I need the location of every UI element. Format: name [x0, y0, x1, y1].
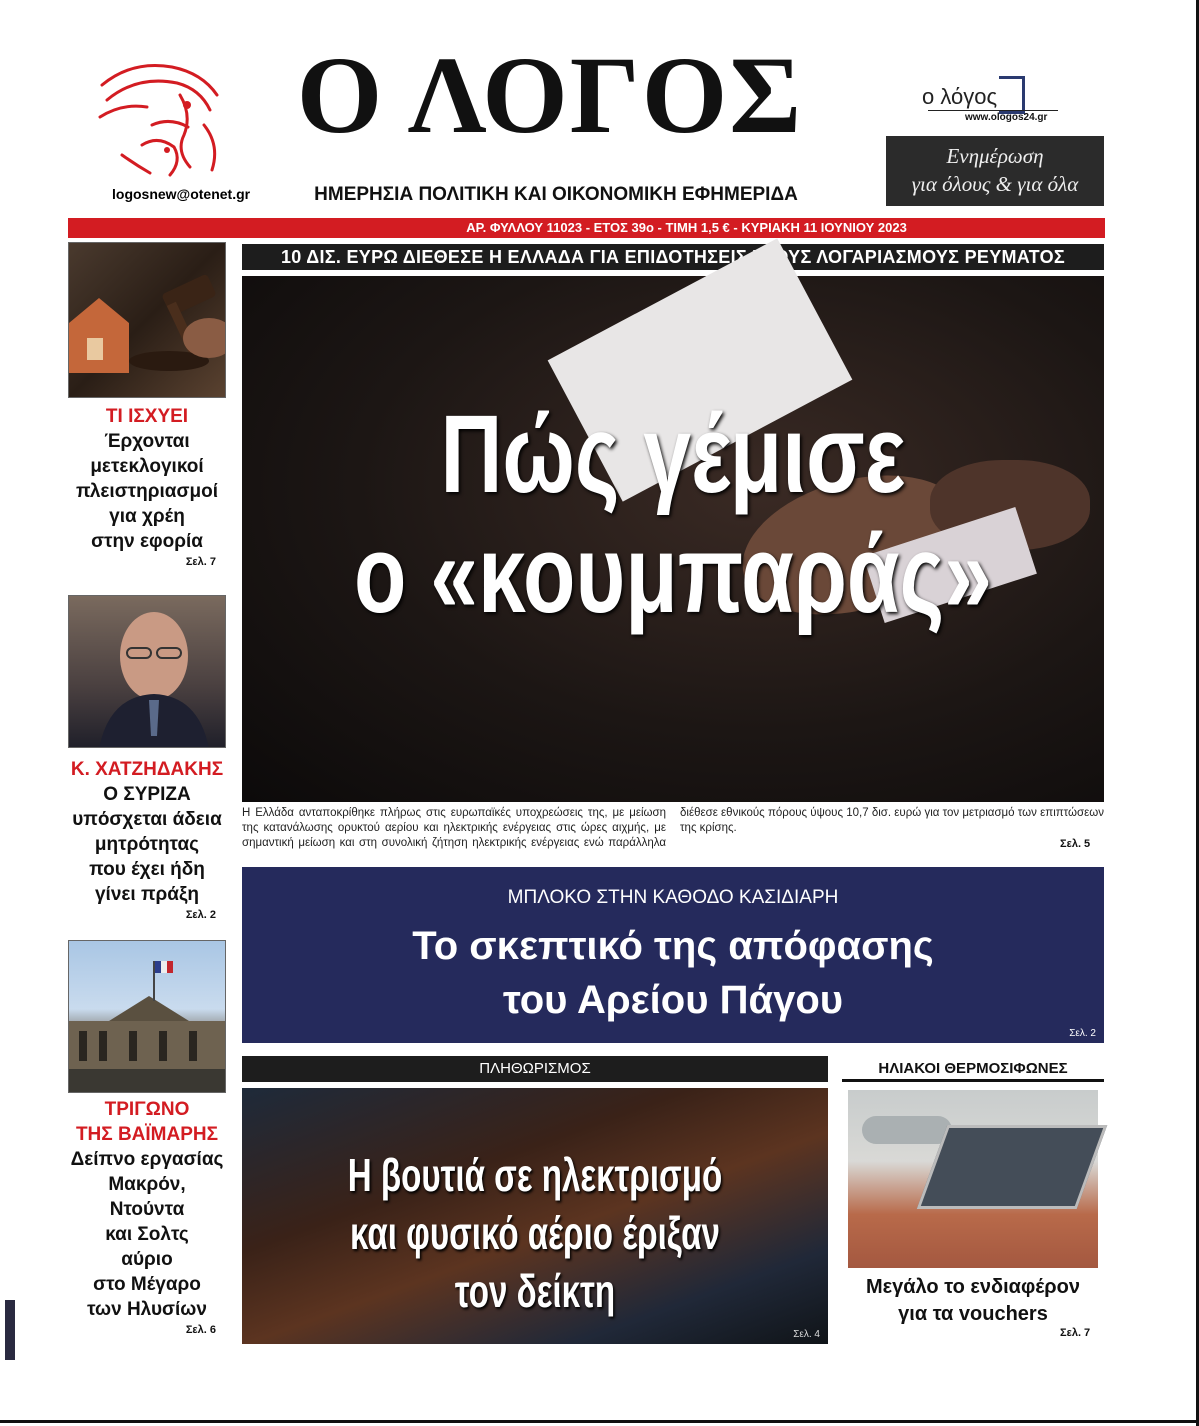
page-ref: Σελ. 2	[1069, 1028, 1096, 1039]
inflation-story	[242, 1088, 828, 1344]
paper-title: Ο ΛΟΓΟΣ	[296, 34, 804, 156]
sidebar-line: στην εφορία	[91, 531, 203, 552]
issue-info-bar: ΑΡ. ΦΥΛΛΟΥ 11023 - ΕΤΟΣ 39ο - ΤΙΜΗ 1,5 € - ΚΥΡΙΑΚΗ 11 ΙΟΥΝΙΟΥ 2023	[68, 218, 1105, 238]
ologos24-mark-icon	[999, 76, 1025, 114]
sidebar-story-hatzidakis	[68, 757, 226, 923]
tagline-line-1: Ενημέρωση	[946, 144, 1044, 168]
sidebar-kicker: ΤΗΣ ΒΑΪΜΑΡΗΣ	[75, 1124, 219, 1145]
story-headline	[242, 919, 1104, 1027]
page-ref: Σελ. 5	[1060, 838, 1091, 850]
contact-email: logosnew@otenet.gr	[112, 186, 251, 202]
sidebar-line: για χρέη	[109, 506, 185, 527]
sidebar-line: πλειστηριασμοί	[75, 481, 218, 502]
ologos24-wordmark: ο λόγος	[922, 84, 998, 109]
lead-lede: Η Ελλάδα ανταποκρίθηκε πλήρως στις ευρωπαϊκές υποχρεώσεις της, με μείωση της κατανάλωσης ορυκτού αερίου και ηλεκτρικής ενέργειας στις ώρες αιχμής, με σημαντική μείωση και στη συνολική ζήτηση ηλεκτρικής ενέργειας ενώ παράλληλα διέθεσε εθνικούς πόρους ύψους 10,7 δισ. ευρώ για τον μετριασμό των επιπτώσεων της κρίσης.	[242, 807, 1104, 849]
solar-kicker: ΗΛΙΑΚΟΙ ΘΕΡΜΟΣΙΦΩΝΕΣ	[842, 1056, 1104, 1082]
inflation-kicker: ΠΛΗΘΩΡΙΣΜΟΣ	[242, 1056, 828, 1082]
lead-headline-line-2: ο «κουμπαράς»	[353, 513, 993, 636]
headline-line-2: για τα vouchers	[898, 1303, 1048, 1325]
sidebar-line: στο Μέγαρο	[93, 1274, 201, 1295]
headline-line-2: και φυσικό αέριο έριξαν τον δείκτη	[350, 1207, 720, 1317]
paper-subtitle: ΗΜΕΡΗΣΙΑ ΠΟΛΙΤΙΚΗ ΚΑΙ ΟΙΚΟΝΟΜΙΚΗ ΕΦΗΜΕΡΙΔΑ	[314, 184, 798, 205]
tagline-line-2: για όλους & για όλα	[911, 172, 1079, 196]
page-border-bottom	[0, 1420, 1199, 1423]
solar-panel-shape	[917, 1125, 1108, 1209]
hatzidakis-photo	[68, 595, 226, 748]
sidebar-line: μητρότητας	[94, 834, 200, 855]
sidebar-line: των Ηλυσίων	[87, 1299, 207, 1320]
auction-gavel-photo	[68, 242, 226, 398]
sidebar-story-auctions	[68, 404, 226, 570]
sidebar-kicker: ΤΡΙΓΩΝΟ	[104, 1099, 190, 1120]
story-headline	[324, 1146, 746, 1320]
sidebar-line: που έχει ήδη	[89, 859, 205, 880]
sidebar-line: Μακρόν,	[108, 1174, 186, 1195]
page-ref: Σελ. 4	[793, 1329, 820, 1340]
edge-mark	[5, 1300, 15, 1360]
kasidiaris-story	[242, 867, 1104, 1043]
headline-line-2: του Αρείου Πάγου	[502, 978, 844, 1022]
sidebar-kicker: Κ. ΧΑΤΖΗΔΑΚΗΣ	[70, 759, 224, 780]
sidebar-line: και Σολτς	[105, 1224, 189, 1245]
solar-headline	[842, 1274, 1104, 1328]
page-ref: Σελ. 6	[185, 1324, 216, 1336]
lead-banner: 10 ΔΙΣ. ΕΥΡΩ ΔΙΕΘΕΣΕ Η ΕΛΛΑΔΑ ΓΙΑ ΕΠΙΔΟΤΗΣΕΙΣ ΣΤΟΥΣ ΛΟΓΑΡΙΑΣΜΟΥΣ ΡΕΥΜΑΤΟΣ	[242, 244, 1104, 270]
elysee-palace-photo	[68, 940, 226, 1093]
gavel-house-illustration	[69, 243, 226, 398]
palace-illustration	[69, 941, 226, 1093]
sidebar-line: Έρχονται	[104, 431, 190, 452]
sidebar-line: γίνει πράξη	[94, 884, 200, 905]
page-ref: Σελ. 7	[185, 556, 216, 568]
sidebar-kicker: ΤΙ ΙΣΧΥΕΙ	[105, 406, 189, 427]
page-ref: Σελ. 7	[1060, 1327, 1091, 1339]
sidebar-story-weimar	[68, 1097, 226, 1338]
headline-line-1: Το σκεπτικό της απόφασης	[412, 924, 934, 968]
sidebar-line: Ο ΣΥΡΙΖΑ	[103, 784, 191, 805]
sidebar-line: αύριο	[121, 1249, 173, 1270]
sidebar-line: Δείπνο εργασίας	[70, 1149, 224, 1170]
sidebar-line: υπόσχεται άδεια	[72, 809, 222, 830]
lead-headline-line-1: Πώς γέμισε	[440, 393, 906, 516]
headline-line-1: Μεγάλο το ενδιαφέρον	[865, 1276, 1080, 1298]
headline-line-1: Η βουτιά σε ηλεκτρισμό	[347, 1149, 723, 1201]
story-kicker: ΜΠΛΟΚΟ ΣΤΗΝ ΚΑΘΟΔΟ ΚΑΣΙΔΙΑΡΗ	[507, 887, 839, 908]
sidebar-line: Ντούντα	[109, 1199, 185, 1220]
logo-emblem	[92, 55, 232, 185]
page-ref: Σελ. 2	[185, 909, 216, 921]
site-underline	[928, 110, 1058, 111]
water-tank-shape	[862, 1116, 952, 1144]
sidebar-line: μετεκλογικοί	[90, 456, 204, 477]
site-url: www.ologos24.gr	[965, 112, 1048, 123]
tagline-box	[886, 136, 1104, 206]
ologos24-logo	[922, 76, 1025, 114]
portrait-illustration	[69, 596, 226, 748]
lead-headline	[337, 395, 1009, 635]
